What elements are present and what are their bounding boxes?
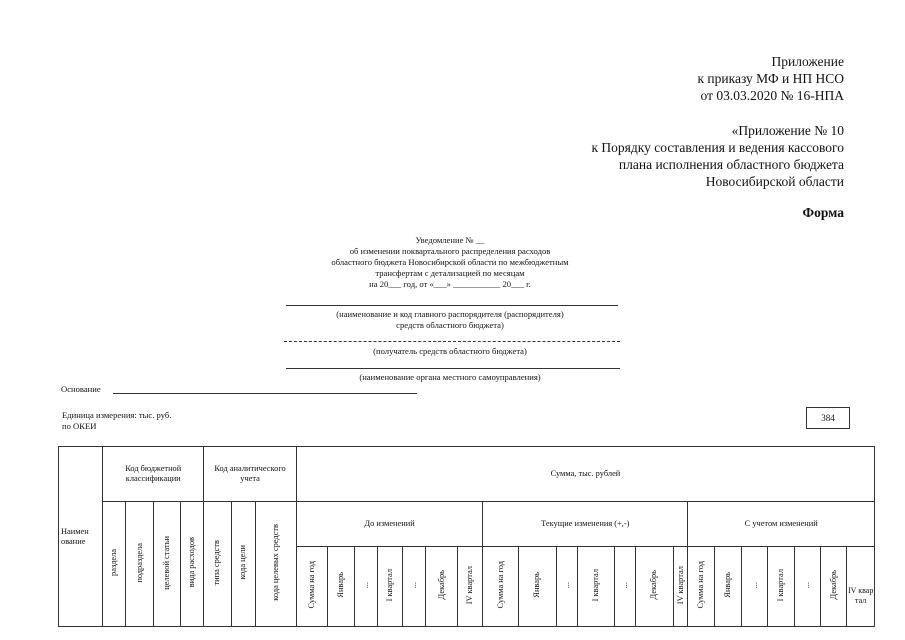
local-org-caption: (наименование органа местного самоуправления): [359, 372, 541, 382]
manager-line: [286, 305, 618, 306]
caption-text: (наименование и код главного распорядителя (распорядителя): [336, 309, 564, 319]
appendix-line: Приложение: [771, 54, 844, 69]
period-col-header: IV квартал: [673, 547, 688, 627]
analytic-col-header: кода цели: [231, 502, 255, 627]
manager-caption: [250, 309, 650, 331]
period-col-header: I квартал: [377, 547, 402, 627]
basis-label: Основание: [61, 384, 101, 394]
name-header: Наимен ование: [59, 447, 103, 627]
analytic-col-header: кода целевых средств: [255, 502, 296, 627]
period-col-header: ...: [556, 547, 577, 627]
budget-col-header: подраздела: [126, 502, 153, 627]
budget-col-header: вида расходов: [181, 502, 204, 627]
period-col-header: Сумма на год: [483, 547, 519, 627]
group-header-after: С учетом изменений: [688, 502, 875, 547]
okei-label: по ОКЕИ: [62, 421, 97, 431]
period-col-header: IV квартал: [457, 547, 482, 627]
group-header-before: До изменений: [296, 502, 482, 547]
local-org-line: [286, 368, 620, 369]
basis-line: [113, 393, 417, 394]
period-col-header: I квартал: [577, 547, 614, 627]
recipient-caption: (получатель средств областного бюджета): [373, 346, 527, 356]
caption-text: средств областного бюджета): [396, 320, 504, 330]
recipient-line: [284, 341, 620, 342]
budget-code-header: Код бюджетной классификации: [103, 447, 204, 502]
period-col-header: ...: [614, 547, 635, 627]
notice-line: Уведомление № __: [415, 235, 485, 245]
appendix10-line: плана исполнения областного бюджета: [618, 157, 844, 172]
period-col-header: Декабрь: [635, 547, 673, 627]
budget-col-header: раздела: [103, 502, 126, 627]
analytic-col-header: типа средств: [204, 502, 231, 627]
analytic-code-header: Код аналитического учета: [204, 447, 297, 502]
notice-line: трансфертам с детализацией по месяцам: [375, 268, 525, 278]
period-col-header: Сумма на год: [688, 547, 714, 627]
appendix10-line: к Порядку составления и ведения кассового: [591, 140, 844, 155]
appendix-line: от 03.03.2020 № 16-НПА: [700, 88, 844, 103]
form-label: Форма: [802, 205, 844, 220]
period-col-header-last: IV квар тал: [847, 547, 875, 627]
unit-label: Единица измерения: тыс. руб.: [62, 410, 172, 420]
budget-col-header: целевой статьи: [153, 502, 180, 627]
period-col-header: I квартал: [768, 547, 794, 627]
appendix-line: к приказу МФ и НП НСО: [697, 71, 844, 86]
sum-header: Сумма, тыс. рублей: [296, 447, 874, 502]
group-header-current: Текущие изменения (+,-): [483, 502, 688, 547]
period-col-header: ...: [354, 547, 377, 627]
notice-line: областного бюджета Новосибирской области по межбюджетным: [331, 257, 569, 267]
period-col-header: Январь: [518, 547, 556, 627]
notice-title: [250, 235, 650, 290]
period-col-header: Декабрь: [821, 547, 847, 627]
appendix10-line: «Приложение № 10: [731, 123, 844, 138]
appendix10-line: Новосибирской области: [705, 174, 844, 189]
period-col-header: Декабрь: [426, 547, 458, 627]
period-col-header: ...: [794, 547, 820, 627]
period-col-header: Сумма на год: [296, 547, 328, 627]
period-col-header: ...: [403, 547, 426, 627]
period-col-header: Январь: [328, 547, 354, 627]
okei-code-box: 384: [806, 407, 850, 429]
data-table: [58, 446, 875, 627]
period-col-header: Январь: [714, 547, 741, 627]
notice-line: на 20___ год, от «___» ___________ 20___ г.: [369, 279, 531, 289]
period-col-header: ...: [742, 547, 768, 627]
notice-line: об изменении поквартального распределения расходов: [349, 246, 551, 256]
appendix-header: [698, 53, 845, 104]
appendix10-header: [591, 122, 844, 190]
